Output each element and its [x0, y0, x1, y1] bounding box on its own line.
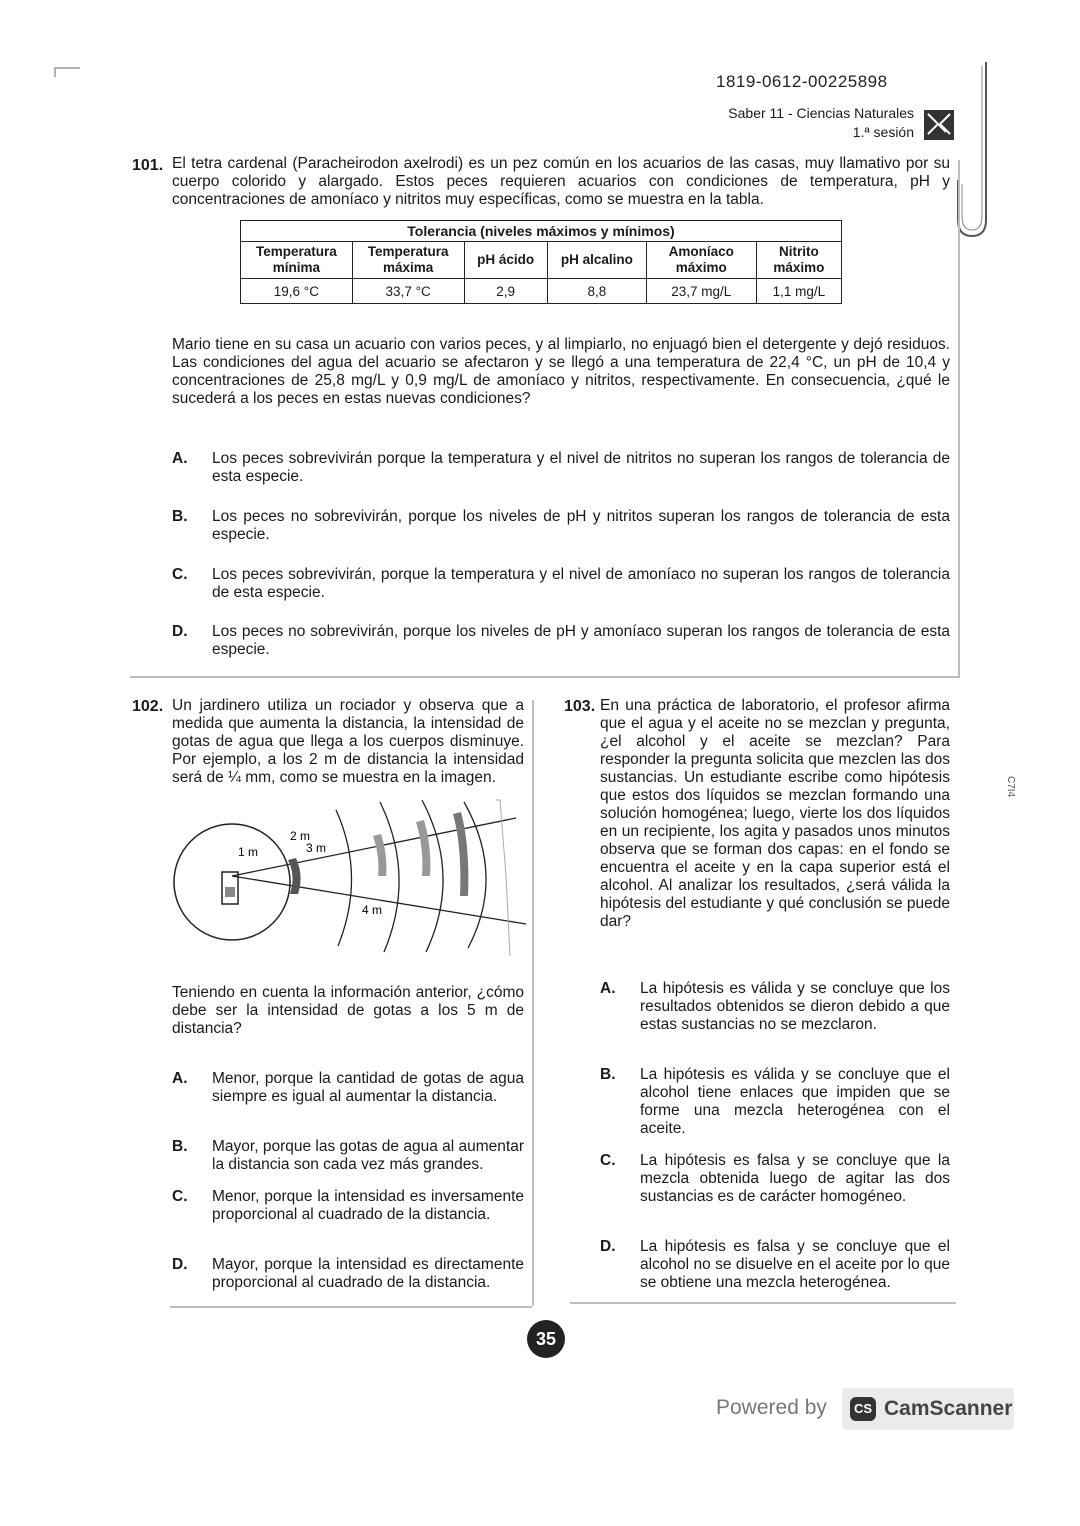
- label-2m: 2 m: [290, 829, 311, 843]
- option-103-c[interactable]: La hipótesis es falsa y se concluye que la mezcla obtenida luego de agitar las dos sustancias es de carácter homogéneo.: [640, 1152, 950, 1205]
- document-code: 1819-0612-00225898: [716, 72, 888, 91]
- sprinkler-diagram: [166, 796, 532, 956]
- exam-header: [640, 104, 914, 142]
- table-cell: 1,1 mg/L: [756, 279, 841, 304]
- table-header: Nitrito máximo: [756, 242, 841, 279]
- option-letter: C.: [172, 566, 188, 583]
- table-header: pH alcalino: [547, 242, 646, 279]
- exam-title: Saber 11 - Ciencias Naturales: [728, 105, 914, 121]
- camscanner-logo-icon: CS: [850, 1397, 876, 1421]
- column-divider: [532, 700, 534, 1306]
- icfes-logo-icon: [922, 108, 956, 142]
- column-bottom-rule: [570, 1302, 956, 1304]
- powered-by-text: Powered by: [716, 1396, 827, 1419]
- paper-clip-icon: [946, 60, 992, 240]
- option-letter: B.: [600, 1066, 616, 1083]
- side-scan-mark: C7I4: [1005, 776, 1016, 798]
- table-cell: 23,7 mg/L: [646, 279, 756, 304]
- question-102-text: Un jardinero utiliza un rociador y observa que a medida que aumenta la distancia, la intensidad de gotas de agua que llega a los cuerpos disminuye. Por ejemplo, a los 2 m de distancia la intensidad será de ¼ mm, como se muestra en la imagen.: [172, 697, 524, 786]
- table-row: [241, 279, 842, 304]
- question-101-scenario: Mario tiene en su casa un acuario con varios peces, y al limpiarlo, no enjuagó bien el detergente y dejó residuos. Las condiciones del agua del acuario se afectaron y se llegó a una temperatura de 22,4 °C, un pH de 10,4 y concentraciones de 25,8 mg/L y 0,9 mg/L de amoníaco y nitritos, respectivamente. En consecuencia, ¿qué le sucederá a los peces en estas nuevas condiciones?: [172, 336, 950, 407]
- question-102-question: Teniendo en cuenta la información anterior, ¿cómo debe ser la intensidad de gotas a los 5 m de distancia?: [172, 984, 524, 1037]
- option-letter: B.: [172, 508, 188, 525]
- question-101-text: El tetra cardenal (Paracheirodon axelrodi) es un pez común en los acuarios de las casas, muy llamativo por su cuerpo colorido y alargado. Estos peces requieren acuarios con condiciones de temperatura, pH y concentraciones de amoníaco y nitritos muy específicas, como se muestra en la tabla.: [172, 155, 950, 208]
- label-1m: 1 m: [238, 845, 259, 859]
- option-103-a[interactable]: La hipótesis es válida y se concluye que los resultados obtenidos se dieron debido a que estas sustancias no se mezclaron.: [640, 980, 950, 1033]
- option-letter: A.: [600, 980, 616, 997]
- tolerance-table: [240, 220, 842, 304]
- option-103-b[interactable]: La hipótesis es válida y se concluye que el alcohol tiene enlaces que impiden que se forme una mezcla heterogénea con el aceite.: [640, 1066, 950, 1137]
- table-cell: 19,6 °C: [241, 279, 353, 304]
- exam-session: 1.ª sesión: [852, 124, 914, 140]
- label-4m: 4 m: [362, 903, 383, 917]
- option-102-a[interactable]: Menor, porque la cantidad de gotas de agua siempre es igual al aumentar la distancia.: [212, 1070, 524, 1105]
- question-101-number: 101.: [132, 157, 164, 174]
- option-101-d[interactable]: Los peces no sobrevivirán, porque los niveles de pH y amoníaco superan los rangos de tolerancia de esta especie.: [212, 623, 950, 658]
- tolerance-table-title: Tolerancia (niveles máximos y mínimos): [241, 221, 842, 242]
- table-header: Amoníaco máximo: [646, 242, 756, 279]
- option-102-b[interactable]: Mayor, porque las gotas de agua al aumentar la distancia son cada vez más grandes.: [212, 1138, 524, 1173]
- option-101-c[interactable]: Los peces sobrevivirán, porque la temperatura y el nivel de amoníaco no superan los rangos de tolerancia de esta especie.: [212, 566, 950, 601]
- option-letter: A.: [172, 1070, 188, 1087]
- option-letter: B.: [172, 1138, 188, 1155]
- label-3m: 3 m: [306, 841, 327, 855]
- question-103-number: 103.: [564, 698, 596, 715]
- option-letter: C.: [600, 1152, 616, 1169]
- question-103-text: En una práctica de laboratorio, el profesor afirma que el agua y el aceite no se mezclan y pregunta, ¿el alcohol y el aceite se mezclan? Para responder la pregunta solicita que mezclen las dos sustancias. Un estudiante escribe como hipótesis que estos dos líquidos se mezclan formando una solución homogénea; luego, vierte los dos líquidos en un recipiente, los agita y pasados unos minutos observa que se forman dos capas: en el fondo se encuentra el aceite y en la capa superior está el alcohol. Al analizar los resultados, ¿será válida la hipótesis del estudiante y qué conclusión se puede dar?: [600, 697, 950, 930]
- option-letter: D.: [172, 1256, 188, 1273]
- table-cell: 8,8: [547, 279, 646, 304]
- table-cell: 2,9: [464, 279, 547, 304]
- option-letter: C.: [172, 1188, 188, 1205]
- right-border: [958, 160, 960, 676]
- corner-scan-mark-icon: [54, 66, 82, 78]
- option-102-d[interactable]: Mayor, porque la intensidad es directamente proporcional al cuadrado de la distancia.: [212, 1256, 524, 1291]
- page-number-badge: 35: [527, 1320, 565, 1358]
- option-101-b[interactable]: Los peces no sobrevivirán, porque los niveles de pH y nitritos superan los rangos de tolerancia de esta especie.: [212, 508, 950, 543]
- table-header: Temperatura mínima: [241, 242, 353, 279]
- table-header: pH ácido: [464, 242, 547, 279]
- option-103-d[interactable]: La hipótesis es falsa y se concluye que el alcohol no se disuelve en el aceite por lo que se obtiene una mezcla heterogénea.: [640, 1238, 950, 1291]
- option-letter: A.: [172, 450, 188, 467]
- section-divider: [130, 676, 960, 678]
- option-102-c[interactable]: Menor, porque la intensidad es inversamente proporcional al cuadrado de la distancia.: [212, 1188, 524, 1223]
- column-bottom-rule: [170, 1306, 532, 1308]
- option-letter: D.: [600, 1238, 616, 1255]
- question-102-number: 102.: [132, 698, 164, 715]
- option-101-a[interactable]: Los peces sobrevivirán porque la temperatura y el nivel de nitritos no superan los rangos de tolerancia de esta especie.: [212, 450, 950, 485]
- camscanner-brand-name: CamScanner: [884, 1397, 1013, 1420]
- table-header: Temperatura máxima: [352, 242, 464, 279]
- table-cell: 33,7 °C: [352, 279, 464, 304]
- option-letter: D.: [172, 623, 188, 640]
